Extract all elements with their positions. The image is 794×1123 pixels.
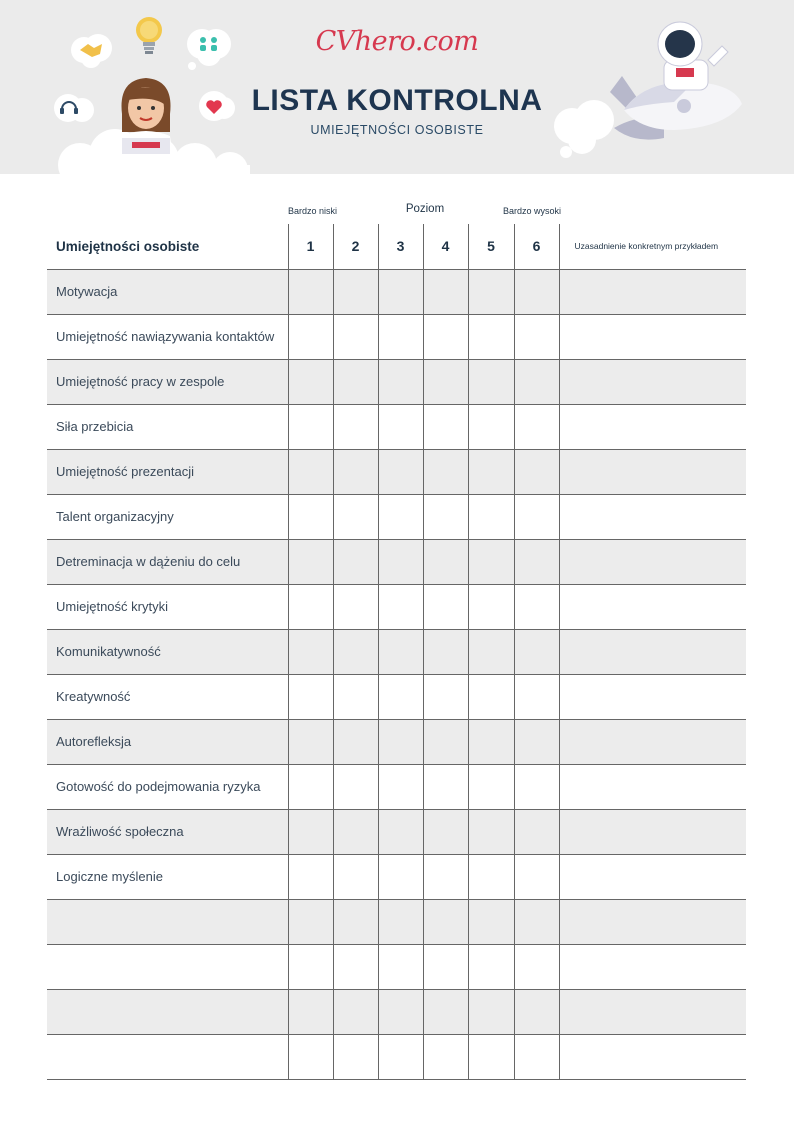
level-cell-2[interactable] bbox=[333, 944, 378, 989]
level-cell-1[interactable] bbox=[288, 269, 333, 314]
justification-cell[interactable] bbox=[559, 899, 746, 944]
level-cell-6[interactable] bbox=[514, 944, 559, 989]
level-cell-3[interactable] bbox=[378, 359, 423, 404]
justification-cell[interactable] bbox=[559, 989, 746, 1034]
level-cell-4[interactable] bbox=[423, 854, 468, 899]
astronaut-rocket-illustration bbox=[604, 20, 754, 154]
level-cell-4[interactable] bbox=[423, 404, 468, 449]
level-cell-6[interactable] bbox=[514, 719, 559, 764]
level-header-5: 5 bbox=[468, 224, 514, 269]
level-cell-2[interactable] bbox=[333, 449, 378, 494]
level-cell-4[interactable] bbox=[423, 269, 468, 314]
level-cell-5[interactable] bbox=[468, 314, 514, 359]
justification-cell[interactable] bbox=[559, 809, 746, 854]
level-cell-5[interactable] bbox=[468, 989, 514, 1034]
level-cell-6[interactable] bbox=[514, 1034, 559, 1079]
level-cell-5[interactable] bbox=[468, 359, 514, 404]
skill-label: Siła przebicia bbox=[47, 404, 288, 449]
level-cell-1[interactable] bbox=[288, 539, 333, 584]
level-cell-4[interactable] bbox=[423, 719, 468, 764]
level-cell-6[interactable] bbox=[514, 629, 559, 674]
level-cell-5[interactable] bbox=[468, 674, 514, 719]
justification-cell[interactable] bbox=[559, 629, 746, 674]
table-row bbox=[47, 854, 746, 899]
level-cell-2[interactable] bbox=[333, 989, 378, 1034]
justification-cell[interactable] bbox=[559, 314, 746, 359]
header-banner bbox=[0, 0, 794, 174]
level-cell-3[interactable] bbox=[378, 764, 423, 809]
level-cell-5[interactable] bbox=[468, 719, 514, 764]
level-cell-6[interactable] bbox=[514, 899, 559, 944]
table-row bbox=[47, 944, 746, 989]
skill-label: Detreminacja w dążeniu do celu bbox=[47, 539, 288, 584]
level-cell-3[interactable] bbox=[378, 314, 423, 359]
checklist-table bbox=[47, 224, 746, 1080]
level-cell-5[interactable] bbox=[468, 629, 514, 674]
brand-logo: CVhero.com bbox=[315, 26, 479, 57]
level-cell-5[interactable] bbox=[468, 449, 514, 494]
level-cell-1[interactable] bbox=[288, 629, 333, 674]
level-cell-1[interactable] bbox=[288, 809, 333, 854]
page-subtitle: UMIEJĘTNOŚCI OSOBISTE bbox=[310, 123, 484, 137]
table-row bbox=[47, 539, 746, 584]
skill-label bbox=[47, 989, 288, 1034]
skills-column-header: Umiejętności osobiste bbox=[47, 224, 288, 269]
level-cell-2[interactable] bbox=[333, 404, 378, 449]
level-cell-3[interactable] bbox=[378, 719, 423, 764]
level-cell-6[interactable] bbox=[514, 674, 559, 719]
table-row bbox=[47, 899, 746, 944]
level-cell-5[interactable] bbox=[468, 944, 514, 989]
skill-label: Umiejętność krytyki bbox=[47, 584, 288, 629]
scale-high-label: Bardzo wysoki bbox=[503, 206, 562, 216]
table-row bbox=[47, 314, 746, 359]
level-cell-4[interactable] bbox=[423, 764, 468, 809]
level-cell-2[interactable] bbox=[333, 629, 378, 674]
skill-label: Wrażliwość społeczna bbox=[47, 809, 288, 854]
justification-cell[interactable] bbox=[559, 404, 746, 449]
justification-cell[interactable] bbox=[559, 494, 746, 539]
level-cell-3[interactable] bbox=[378, 584, 423, 629]
justification-column-header: Uzasadnienie konkretnym przykładem bbox=[559, 224, 746, 269]
level-cell-2[interactable] bbox=[333, 314, 378, 359]
level-cell-6[interactable] bbox=[514, 314, 559, 359]
level-cell-2[interactable] bbox=[333, 539, 378, 584]
justification-cell[interactable] bbox=[559, 1034, 746, 1079]
level-cell-1[interactable] bbox=[288, 359, 333, 404]
skill-label: Umiejętność prezentacji bbox=[47, 449, 288, 494]
level-cell-3[interactable] bbox=[378, 269, 423, 314]
level-cell-1[interactable] bbox=[288, 944, 333, 989]
level-cell-2[interactable] bbox=[333, 899, 378, 944]
level-cell-3[interactable] bbox=[378, 899, 423, 944]
skill-label bbox=[47, 944, 288, 989]
level-cell-1[interactable] bbox=[288, 314, 333, 359]
level-cell-1[interactable] bbox=[288, 404, 333, 449]
level-cell-6[interactable] bbox=[514, 989, 559, 1034]
level-cell-5[interactable] bbox=[468, 809, 514, 854]
level-cell-4[interactable] bbox=[423, 1034, 468, 1079]
level-cell-3[interactable] bbox=[378, 629, 423, 674]
skill-label: Komunikatywność bbox=[47, 629, 288, 674]
level-cell-5[interactable] bbox=[468, 539, 514, 584]
table-row bbox=[47, 359, 746, 404]
level-cell-2[interactable] bbox=[333, 674, 378, 719]
level-cell-1[interactable] bbox=[288, 764, 333, 809]
skill-label: Autorefleksja bbox=[47, 719, 288, 764]
level-cell-3[interactable] bbox=[378, 989, 423, 1034]
justification-cell[interactable] bbox=[559, 944, 746, 989]
level-cell-1[interactable] bbox=[288, 989, 333, 1034]
level-cell-2[interactable] bbox=[333, 719, 378, 764]
level-cell-6[interactable] bbox=[514, 359, 559, 404]
level-cell-6[interactable] bbox=[514, 854, 559, 899]
level-cell-3[interactable] bbox=[378, 449, 423, 494]
level-cell-5[interactable] bbox=[468, 899, 514, 944]
level-cell-2[interactable] bbox=[333, 1034, 378, 1079]
level-cell-3[interactable] bbox=[378, 674, 423, 719]
justification-cell[interactable] bbox=[559, 449, 746, 494]
level-cell-4[interactable] bbox=[423, 359, 468, 404]
level-cell-5[interactable] bbox=[468, 404, 514, 449]
skill-label: Gotowość do podejmowania ryzyka bbox=[47, 764, 288, 809]
justification-cell[interactable] bbox=[559, 764, 746, 809]
skill-label: Kreatywność bbox=[47, 674, 288, 719]
level-cell-5[interactable] bbox=[468, 494, 514, 539]
level-cell-4[interactable] bbox=[423, 449, 468, 494]
level-header-3: 3 bbox=[378, 224, 423, 269]
level-cell-4[interactable] bbox=[423, 674, 468, 719]
level-cell-3[interactable] bbox=[378, 494, 423, 539]
level-cell-4[interactable] bbox=[423, 989, 468, 1034]
level-cell-1[interactable] bbox=[288, 449, 333, 494]
justification-cell[interactable] bbox=[559, 269, 746, 314]
level-cell-1[interactable] bbox=[288, 899, 333, 944]
table-body bbox=[47, 269, 746, 1079]
level-cell-6[interactable] bbox=[514, 764, 559, 809]
skill-label: Umiejętność nawiązywania kontaktów bbox=[47, 314, 288, 359]
table-row bbox=[47, 629, 746, 674]
level-cell-3[interactable] bbox=[378, 944, 423, 989]
level-cell-3[interactable] bbox=[378, 539, 423, 584]
level-cell-1[interactable] bbox=[288, 674, 333, 719]
level-cell-5[interactable] bbox=[468, 854, 514, 899]
level-header-1: 1 bbox=[288, 224, 333, 269]
table-row bbox=[47, 989, 746, 1034]
level-cell-4[interactable] bbox=[423, 314, 468, 359]
skill-label: Talent organizacyjny bbox=[47, 494, 288, 539]
justification-cell[interactable] bbox=[559, 359, 746, 404]
level-cell-5[interactable] bbox=[468, 269, 514, 314]
level-cell-6[interactable] bbox=[514, 404, 559, 449]
level-cell-6[interactable] bbox=[514, 449, 559, 494]
table-row bbox=[47, 449, 746, 494]
level-cell-6[interactable] bbox=[514, 269, 559, 314]
level-cell-3[interactable] bbox=[378, 404, 423, 449]
level-cell-1[interactable] bbox=[288, 1034, 333, 1079]
level-header-2: 2 bbox=[333, 224, 378, 269]
level-cell-5[interactable] bbox=[468, 1034, 514, 1079]
level-header-6: 6 bbox=[514, 224, 559, 269]
skill-label: Umiejętność pracy w zespole bbox=[47, 359, 288, 404]
level-cell-1[interactable] bbox=[288, 854, 333, 899]
level-cell-1[interactable] bbox=[288, 494, 333, 539]
table-row bbox=[47, 269, 746, 314]
level-cell-1[interactable] bbox=[288, 719, 333, 764]
level-cell-6[interactable] bbox=[514, 809, 559, 854]
justification-cell[interactable] bbox=[559, 674, 746, 719]
level-heading: Poziom bbox=[405, 203, 445, 215]
level-cell-4[interactable] bbox=[423, 809, 468, 854]
justification-cell[interactable] bbox=[559, 539, 746, 584]
level-cell-2[interactable] bbox=[333, 269, 378, 314]
table-row bbox=[47, 719, 746, 764]
level-cell-2[interactable] bbox=[333, 809, 378, 854]
page-title: LISTA KONTROLNA bbox=[251, 84, 543, 117]
level-cell-4[interactable] bbox=[423, 494, 468, 539]
level-cell-4[interactable] bbox=[423, 584, 468, 629]
level-cell-3[interactable] bbox=[378, 854, 423, 899]
level-cell-5[interactable] bbox=[468, 584, 514, 629]
table-row bbox=[47, 1034, 746, 1079]
table-row bbox=[47, 764, 746, 809]
level-cell-4[interactable] bbox=[423, 899, 468, 944]
table-row bbox=[47, 674, 746, 719]
level-cell-5[interactable] bbox=[468, 764, 514, 809]
justification-cell[interactable] bbox=[559, 719, 746, 764]
level-cell-2[interactable] bbox=[333, 854, 378, 899]
table-row bbox=[47, 584, 746, 629]
table-row bbox=[47, 494, 746, 539]
level-cell-6[interactable] bbox=[514, 539, 559, 584]
table-row bbox=[47, 809, 746, 854]
skill-label bbox=[47, 899, 288, 944]
skill-label bbox=[47, 1034, 288, 1079]
justification-cell[interactable] bbox=[559, 584, 746, 629]
level-header-4: 4 bbox=[423, 224, 468, 269]
level-cell-3[interactable] bbox=[378, 1034, 423, 1079]
level-cell-2[interactable] bbox=[333, 584, 378, 629]
skill-label: Logiczne myślenie bbox=[47, 854, 288, 899]
level-cell-2[interactable] bbox=[333, 494, 378, 539]
level-cell-3[interactable] bbox=[378, 809, 423, 854]
level-cell-1[interactable] bbox=[288, 584, 333, 629]
level-cell-4[interactable] bbox=[423, 539, 468, 584]
level-cell-2[interactable] bbox=[333, 764, 378, 809]
level-cell-2[interactable] bbox=[333, 359, 378, 404]
table-row bbox=[47, 404, 746, 449]
level-cell-4[interactable] bbox=[423, 944, 468, 989]
justification-cell[interactable] bbox=[559, 854, 746, 899]
table-header-row bbox=[47, 224, 746, 269]
scale-low-label: Bardzo niski bbox=[288, 206, 338, 216]
level-cell-6[interactable] bbox=[514, 584, 559, 629]
level-cell-4[interactable] bbox=[423, 629, 468, 674]
skill-label: Motywacja bbox=[47, 269, 288, 314]
level-cell-6[interactable] bbox=[514, 494, 559, 539]
